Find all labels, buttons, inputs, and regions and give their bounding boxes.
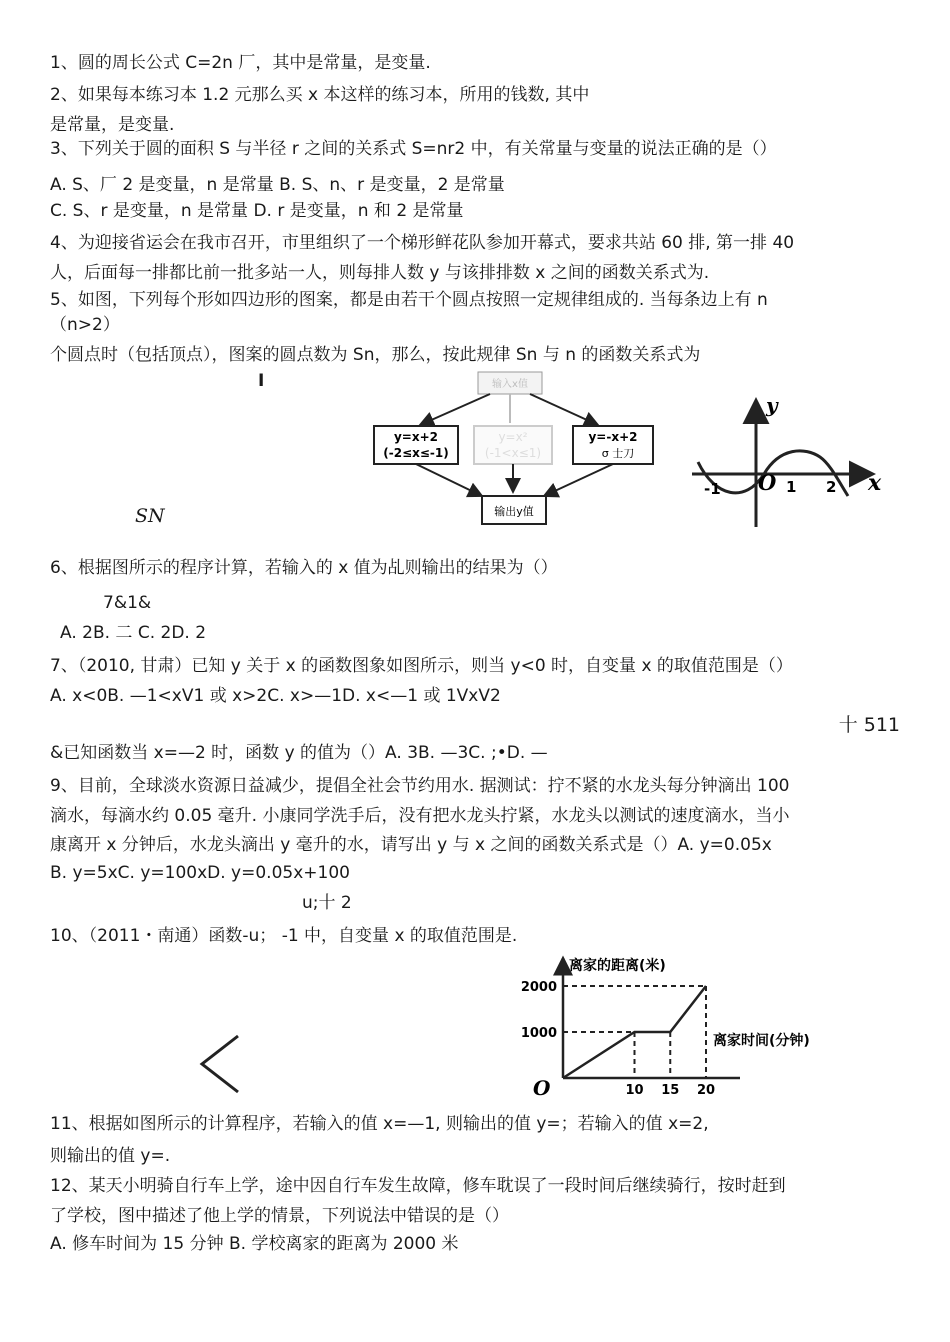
line-q6-options: A. 2B. 二 C. 2D. 2 <box>60 623 207 643</box>
bracket-figure <box>190 1030 250 1100</box>
chart-origin: O <box>533 1076 551 1100</box>
flow-right-line1: y=-x+2 <box>588 430 638 444</box>
line-q11-cont: 则输出的值 y=. <box>50 1146 171 1166</box>
line-q5-cont: 个圆点时（包括顶点），图案的圆点数为 Sn，那么，按此规律 Sn 与 n 的函数关系式为 <box>50 345 701 365</box>
line-q6-note: 7&1& <box>103 593 152 613</box>
distance-time-chart <box>515 950 875 1110</box>
line-q3-optab: A. S、厂 2 是变量，n 是常量 B. S、n、r 是变量，2 是常量 <box>50 175 505 195</box>
line-q11: 11、根据如图所示的计算程序，若输入的值 x=—1, 则输出的值 y=；若输入的值 x=2, <box>50 1114 709 1134</box>
line-q7-options: A. x<0B. —1<xV1 或 x>2C. x>—1D. x<—1 或 1VxV2 <box>50 686 501 706</box>
flow-left-line2: (-2≤x≤-1) <box>383 446 449 460</box>
line-q6: 6、根据图所示的程序计算，若输入的 x 值为乩则输出的结果为（） <box>50 558 558 578</box>
line-q9-cont2: 康离开 x 分钟后，水龙头滴出 y 毫升的水，请写出 y 与 x 之间的函数关系式是（）A. y=0.05x <box>50 835 772 855</box>
line-q12-options: A. 修车时间为 15 分钟 B. 学校离家的距离为 2000 米 <box>50 1234 459 1254</box>
line-q1: 1、圆的周长公式 C=2n 厂，其中是常量，是变量. <box>50 53 431 73</box>
stray-mark: I <box>258 371 265 391</box>
line-q7: 7、（2010, 甘肃）已知 y 关于 x 的函数图象如图所示，则当 y<0 时，自变量 x 的取值范围是（） <box>50 656 793 676</box>
line-q3: 3、下列关于圆的面积 S 与半径 r 之间的关系式 S=nr2 中，有关常量与变量的说法正确的是（） <box>50 139 777 159</box>
line-q10: 10、（2011・南通）函数-u； -1 中，自变量 x 的取值范围是. <box>50 926 518 946</box>
line-q12: 12、某天小明骑自行车上学，途中因自行车发生故障，修车耽误了一段时间后继续骑行，按时赶到 <box>50 1176 786 1196</box>
x-tick-label: 10 <box>625 1083 644 1098</box>
flow-mid-line1: y=x² <box>498 430 528 444</box>
y-tick-label: 2000 <box>520 980 557 995</box>
y-tick-label: 1000 <box>520 1026 557 1041</box>
flowchart-figure <box>370 370 660 530</box>
x-tick-label: 15 <box>661 1083 680 1098</box>
line-q10-frac: u;十 2 <box>302 893 352 913</box>
line-q4: 4、为迎接省运会在我市召开，市里组织了一个梯形鲜花队参加开幕式，要求共站 60 排, 第一排 40 <box>50 233 795 253</box>
chart-ylabel: 离家的距离(米) <box>569 958 666 974</box>
flow-input-label: 输入x值 <box>492 379 528 390</box>
line-q4-cont: 人，后面每一排都比前一批多站一人，则每排人数 y 与该排排数 x 之间的函数关系式为. <box>50 263 710 283</box>
curve-graph <box>690 392 890 532</box>
line-q12-cont: 了学校，图中描述了他上学的情景，下列说法中错误的是（） <box>50 1206 509 1226</box>
flow-output-label: 输出y值 <box>494 505 534 518</box>
line-q9: 9、目前，全球淡水资源日益减少，提倡全社会节约用水. 据测试：拧不紧的水龙头每分钟滴出 100 <box>50 776 790 796</box>
curve-x-label: x <box>868 470 882 496</box>
line-q9-cont1: 滴水，每滴水约 0.05 毫升. 小康同学洗手后，没有把水龙头拧紧，水龙头以测试的速度滴水，当小 <box>50 806 790 826</box>
tick-2: 2 <box>826 478 837 496</box>
flow-mid-line2: (-1<x≤1) <box>484 446 542 460</box>
flow-right-line2: σ 士刀 <box>601 447 635 460</box>
sn-label: SN <box>135 505 165 527</box>
tick-neg1: -1 <box>704 480 721 498</box>
line-q9-options: B. y=5xC. y=100xD. y=0.05x+100 <box>50 863 350 883</box>
line-stray-511: 十 511 <box>838 714 900 736</box>
origin-label: O <box>758 470 777 495</box>
curve-y-label: y <box>766 393 778 417</box>
line-q5: 5、如图，下列每个形如四边形的图案，都是由若干个圆点按照一定规律组成的. 当每条边上有 n <box>50 290 768 310</box>
flow-left-line1: y=x+2 <box>393 430 439 444</box>
line-q5-cond: （n>2） <box>50 315 120 335</box>
chart-xlabel: 离家时间(分钟) <box>713 1033 810 1049</box>
line-q2-cont: 是常量，是变量. <box>50 115 175 135</box>
tick-1: 1 <box>786 478 797 496</box>
line-q8: &已知函数当 x=—2 时，函数 y 的值为（）A. 3B. —3C. ;•D. — <box>50 743 548 763</box>
line-q3-optcd: C. S、r 是变量，n 是常量 D. r 是变量，n 和 2 是常量 <box>50 201 464 221</box>
x-tick-label: 20 <box>696 1083 716 1098</box>
line-q2: 2、如果每本练习本 1.2 元那么买 x 本这样的练习本，所用的钱数, 其中 <box>50 85 590 105</box>
